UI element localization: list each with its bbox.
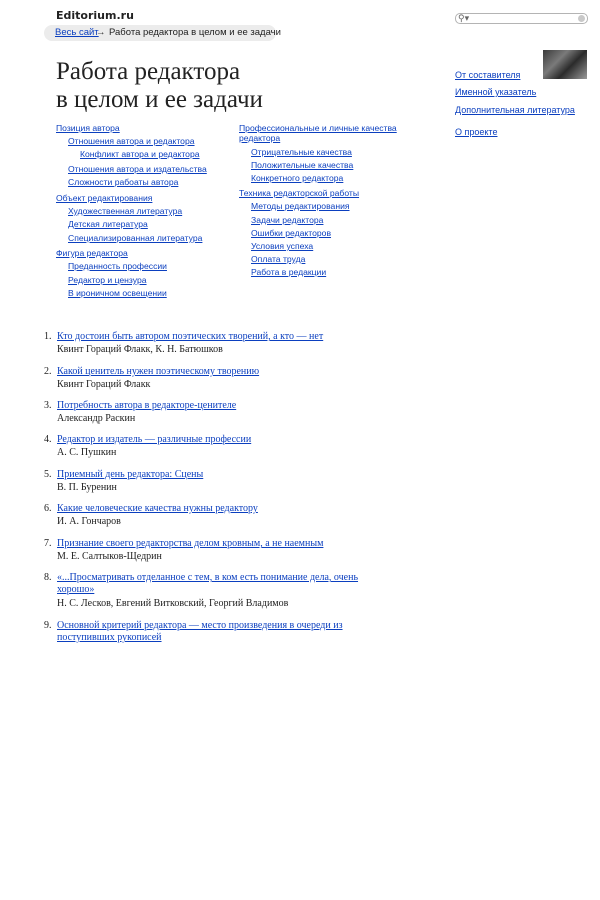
breadcrumb <box>44 25 281 41</box>
work-title-link[interactable]: Кто достоин быть автором поэтических творений, а кто — нет <box>57 331 324 342</box>
toc-item[interactable]: Методы редактирования <box>251 201 350 211</box>
toc-item[interactable]: В ироничном освещении <box>68 288 167 298</box>
toc-item[interactable]: Конфликт автора и редактора <box>80 149 200 159</box>
work-title-link[interactable]: Какой ценитель нужен поэтическому творению <box>57 366 260 377</box>
work-author: Н. С. Лесков, Евгений Витковский, Георгий Владимов <box>57 598 289 609</box>
toc-item[interactable]: Преданность профессии <box>68 261 167 271</box>
toc-item[interactable]: Конкретного редактора <box>251 173 344 183</box>
toc-item[interactable]: Редактор и цензура <box>68 275 147 285</box>
clear-icon[interactable] <box>578 15 585 22</box>
work-title-link[interactable]: Признание своего редакторства делом кровным, а не наемным <box>57 538 324 549</box>
work-title-link[interactable]: Какие человеческие качества нужны редактору <box>57 503 258 514</box>
item-number: 5. <box>44 469 52 480</box>
toc-item[interactable]: Детская литература <box>68 219 148 229</box>
toc-item[interactable]: Отношения автора и редактора <box>68 136 195 146</box>
item-number: 2. <box>44 366 52 377</box>
item-number: 9. <box>44 620 52 631</box>
author-photo <box>543 50 587 79</box>
work-title-link[interactable]: Основной критерий редактора — место произведения в очереди из поступивших рукописей <box>57 620 343 643</box>
toc-item[interactable]: Отношения автора и издательства <box>68 164 207 174</box>
work-title-link[interactable]: Потребность автора в редакторе-ценителе <box>57 400 237 411</box>
breadcrumb-current: Работа редактора в целом и ее задачи <box>109 27 281 38</box>
work-author: Александр Раскин <box>57 413 136 424</box>
toc-item[interactable]: Отрицательные качества <box>251 147 352 157</box>
toc-item[interactable]: Сложности рабоаты автора <box>68 177 179 187</box>
item-number: 3. <box>44 400 52 411</box>
page-title <box>56 58 263 114</box>
toc-item[interactable]: Специализированная литература <box>68 233 203 243</box>
side-nav-about[interactable]: О проекте <box>455 127 498 137</box>
breadcrumb-home-link[interactable]: Весь сайт <box>55 27 99 38</box>
search-box <box>455 13 588 24</box>
work-title-link[interactable]: «...Просматривать отделанное с тем, в ком есть понимание дела, очень хорошо» <box>57 572 359 595</box>
work-author: А. С. Пушкин <box>57 447 117 458</box>
work-author: Квинт Гораций Флакк <box>57 379 151 390</box>
search-icon[interactable]: ⚲▾ <box>458 13 470 23</box>
toc-item[interactable]: Профессиональные и личные качества <box>239 123 397 133</box>
work-title-link[interactable]: Редактор и издатель — различные профессии <box>57 434 252 445</box>
toc-item[interactable]: Ошибки редакторов <box>251 228 332 238</box>
site-name[interactable]: Editorium.ru <box>56 9 134 22</box>
work-title-link[interactable]: Приемный день редактора: Сцены <box>57 469 204 480</box>
item-number: 7. <box>44 538 52 549</box>
side-nav-name-index[interactable]: Именной указатель <box>455 87 537 97</box>
search-input[interactable] <box>470 14 570 23</box>
side-nav-further-reading[interactable]: Дополнительная литература <box>455 105 575 115</box>
toc-item[interactable]: Техника редакторской работы <box>239 188 360 198</box>
toc-item[interactable]: Позиция автора <box>56 123 120 133</box>
toc-item[interactable]: Задачи редактора <box>251 215 324 225</box>
item-number: 6. <box>44 503 52 514</box>
toc-item[interactable]: Работа в редакции <box>251 267 327 277</box>
work-author: В. П. Буренин <box>57 482 117 493</box>
toc-item[interactable]: Фигура редактора <box>56 248 128 258</box>
item-number: 8. <box>44 572 52 583</box>
toc-item[interactable]: Условия успеха <box>251 241 314 251</box>
work-author: И. А. Гончаров <box>57 516 121 527</box>
toc-item[interactable]: Оплата труда <box>251 254 306 264</box>
toc-item[interactable]: редактора <box>239 133 281 143</box>
work-author: Квинт Гораций Флакк, К. Н. Батюшков <box>57 344 223 355</box>
toc-item[interactable]: Художественная литература <box>68 206 183 216</box>
item-number: 4. <box>44 434 52 445</box>
page-title-line-2: в целом и ее задачи <box>56 86 263 113</box>
item-number: 1. <box>44 331 52 342</box>
side-nav-compiler[interactable]: От составителя <box>455 70 521 80</box>
work-author: М. Е. Салтыков-Щедрин <box>57 551 162 562</box>
toc-item[interactable]: Положительные качества <box>251 160 354 170</box>
toc-item[interactable]: Объект редактирования <box>56 193 153 203</box>
page-title-line-1: Работа редактора <box>56 58 241 85</box>
breadcrumb-arrow: → <box>96 27 106 38</box>
